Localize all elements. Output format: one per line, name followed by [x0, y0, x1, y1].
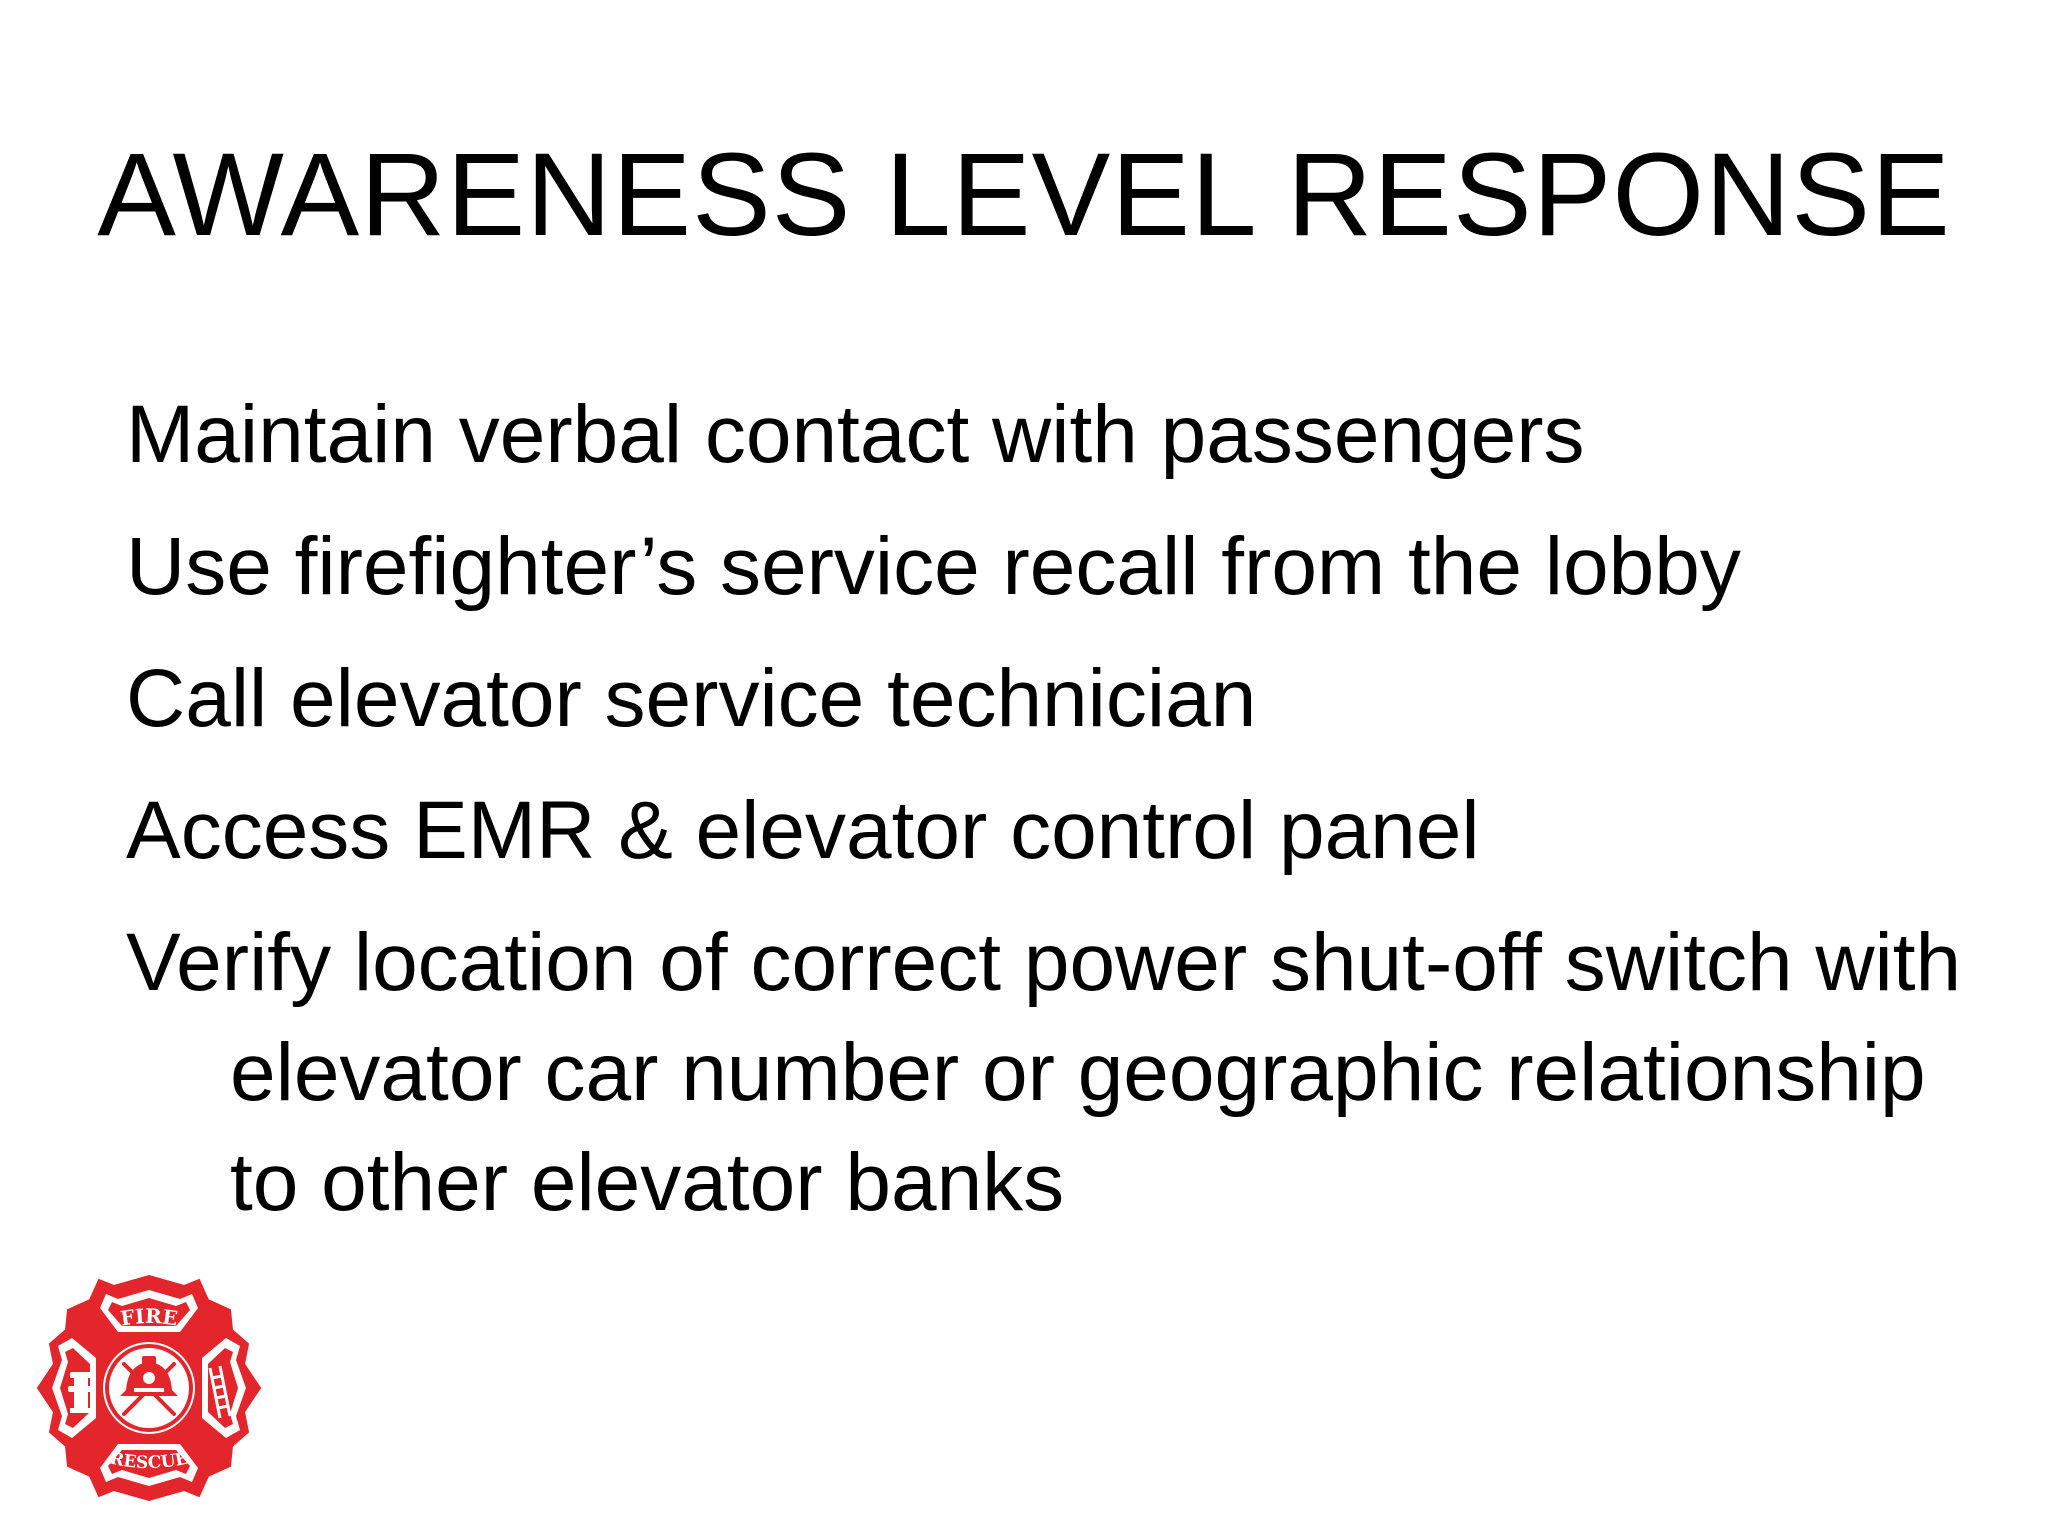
- slide-title: AWARENESS LEVEL RESPONSE: [97, 129, 1951, 261]
- svg-text:FIRE: FIRE: [118, 1303, 180, 1331]
- bullet-item: Maintain verbal contact with passengers: [126, 389, 1585, 480]
- svg-text:RESCUE: RESCUE: [108, 1448, 190, 1474]
- bullet-list: [126, 380, 1966, 1260]
- bullet-item: Use firefighter’s service recall from the lobby: [126, 521, 1741, 612]
- bullet-item: Access EMR & elevator control panel: [126, 785, 1480, 876]
- fire-rescue-maltese-cross-icon: [34, 1272, 264, 1504]
- bullet-item: Call elevator service technician: [126, 653, 1257, 744]
- bullet-item: Verify location of correct power shut-off switch with elevator car number or geographic relationship to other elevator banks: [126, 917, 1962, 1228]
